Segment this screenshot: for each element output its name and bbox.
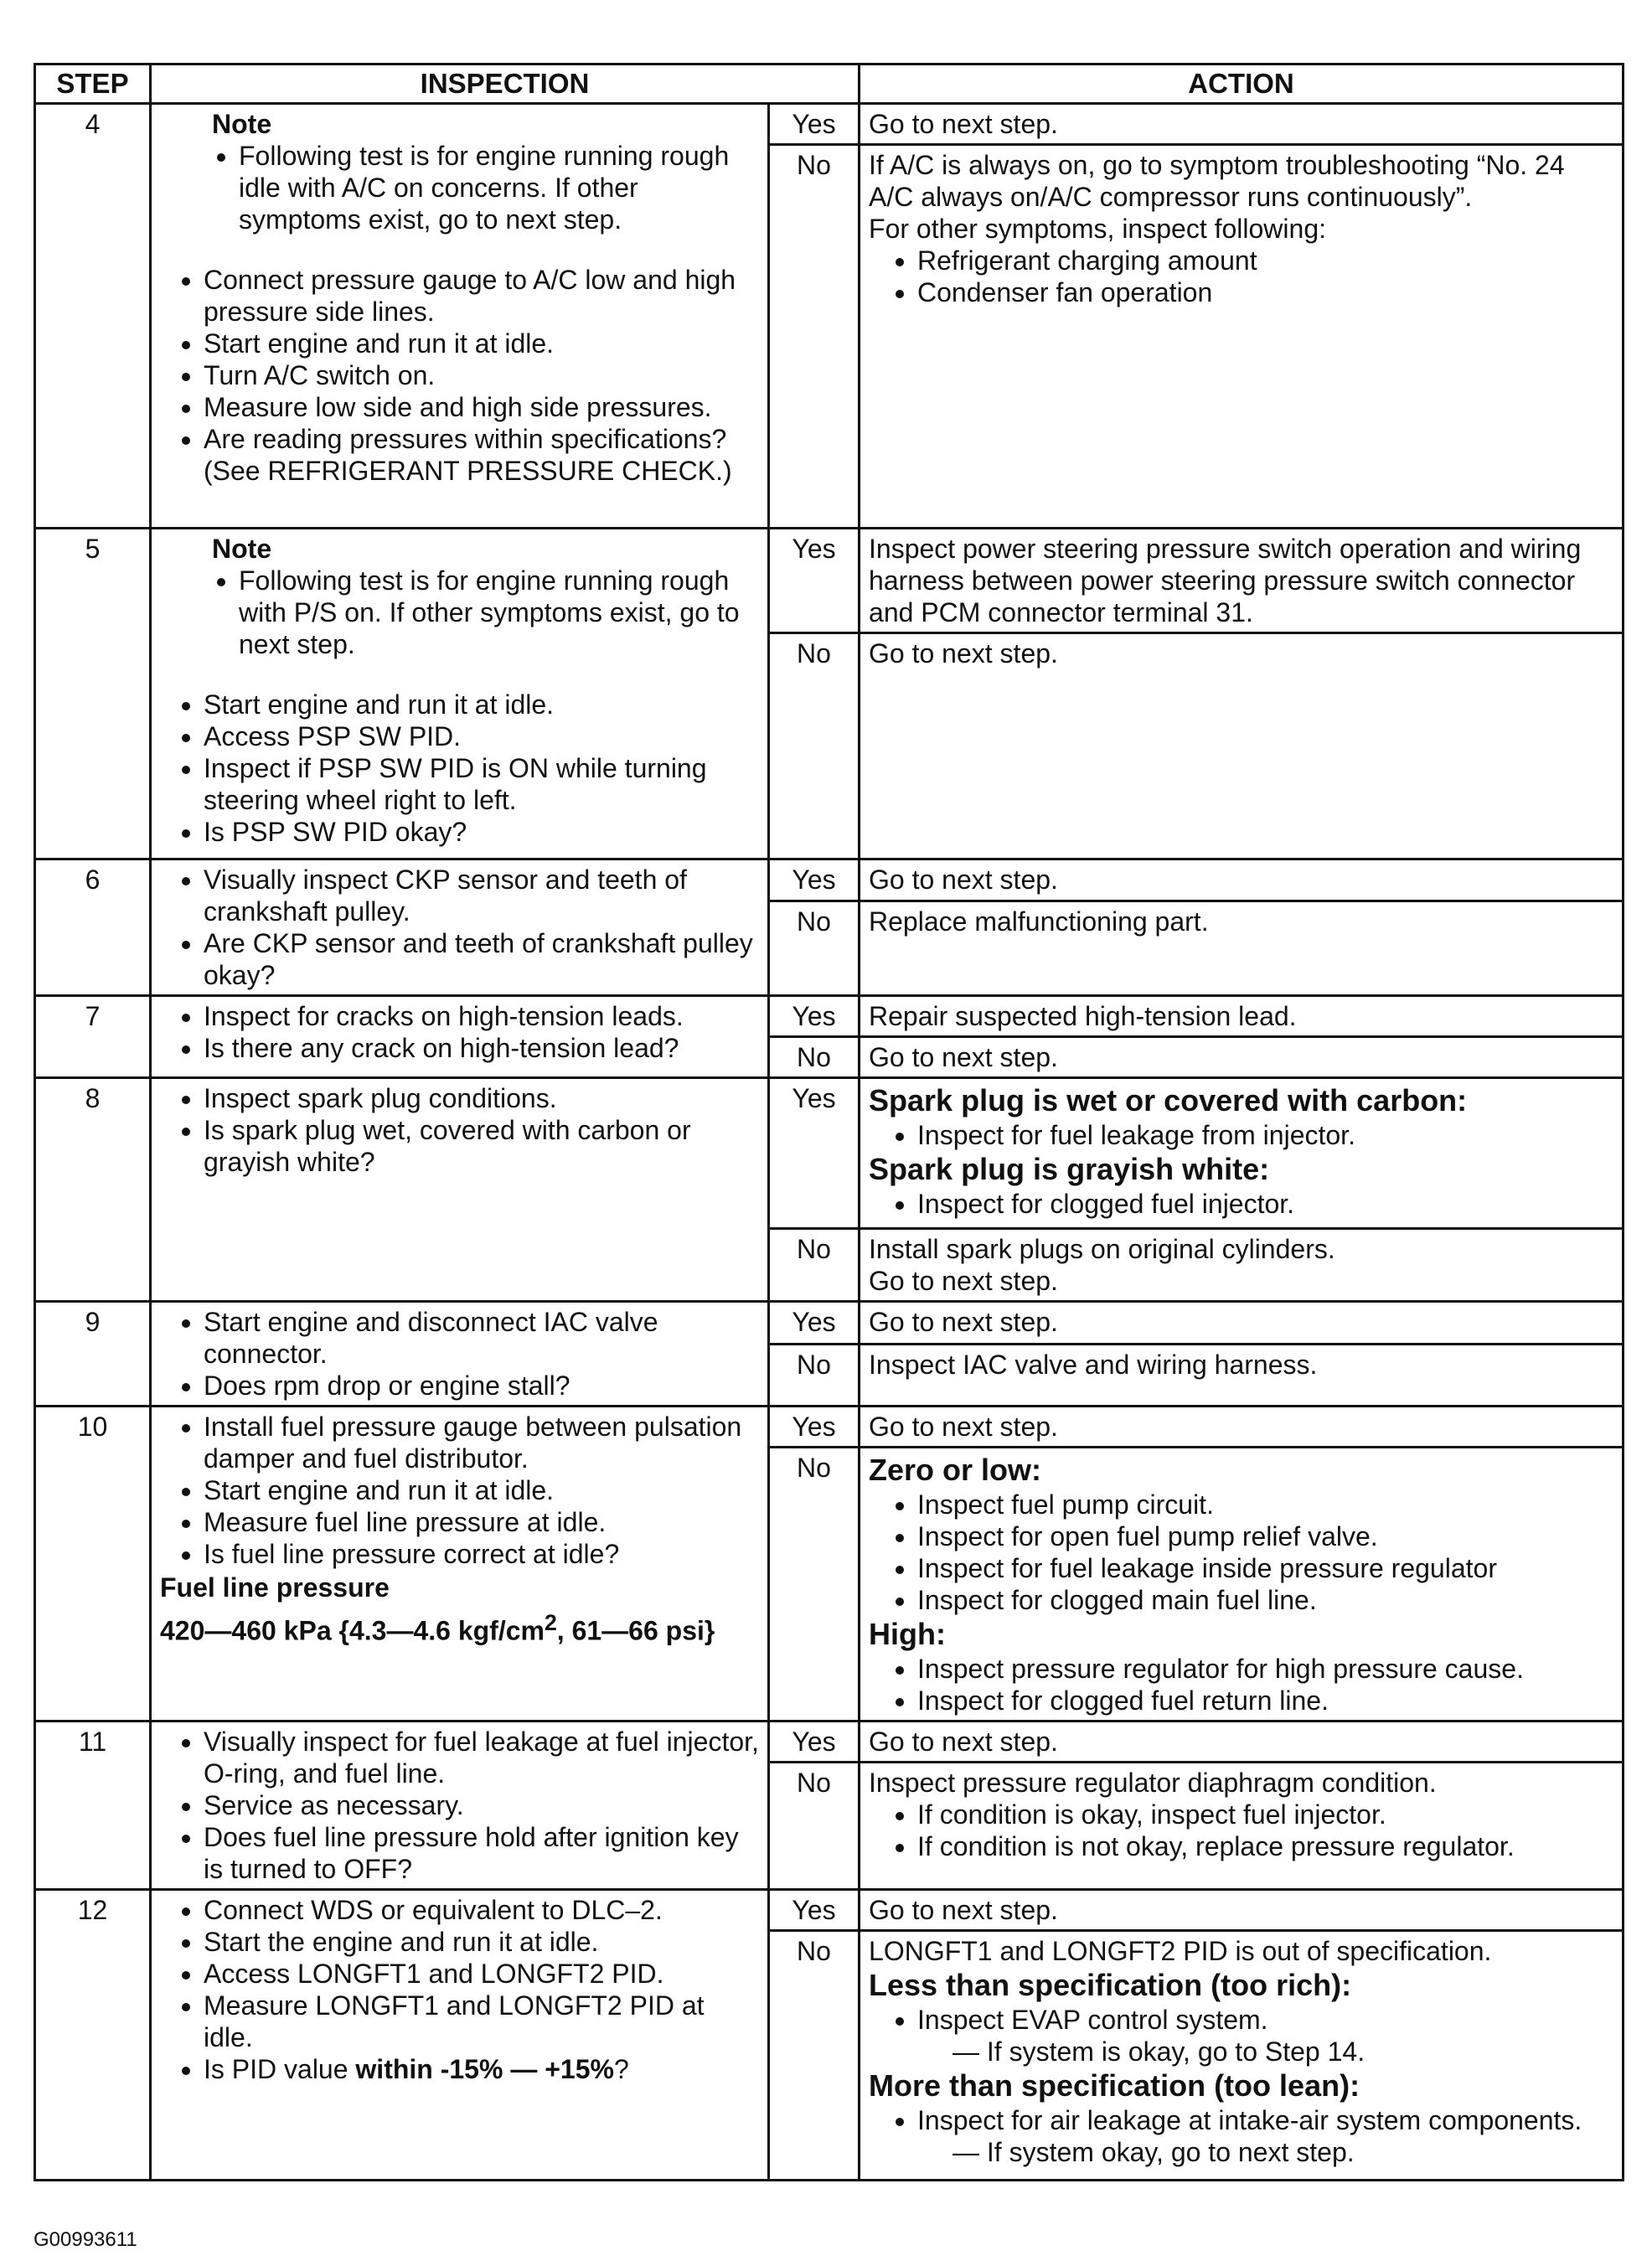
- note-title: Note: [212, 109, 272, 139]
- step-9-yes-row: [35, 1302, 1624, 1345]
- inspection-item: • Start engine and run it at idle.: [204, 328, 759, 359]
- step-8-yes-row: [35, 1078, 1624, 1229]
- no-action-text: Install spark plugs on original cylinders.: [869, 1234, 1335, 1264]
- condition-list: [869, 1653, 1613, 1716]
- inspection-item: • Visually inspect for fuel leakage at fuel injector, O-ring, and fuel line.: [204, 1726, 759, 1789]
- yes-action: Go to next step.: [860, 1407, 1624, 1448]
- condition-item: • Inspect for fuel leakage from injector.: [917, 1119, 1613, 1151]
- inspection-item: • Connect WDS or equivalent to DLC–2.: [204, 1894, 759, 1926]
- inspection-item: • Service as necessary.: [204, 1789, 759, 1821]
- condition-list: [869, 1489, 1613, 1616]
- step-inspection: [151, 1407, 769, 1722]
- no-action: Go to next step.: [860, 1037, 1624, 1078]
- inspection-item: • Start the engine and run it at idle.: [204, 1926, 759, 1958]
- inspection-list: [160, 1306, 759, 1402]
- inspection-list: [160, 264, 759, 487]
- condition-item: • Inspect EVAP control system.: [917, 2004, 1613, 2036]
- inspection-item: • Are reading pressures within specifications? (See REFRIGERANT PRESSURE CHECK.): [204, 423, 759, 487]
- step-inspection: [151, 996, 769, 1078]
- condition-item: • Inspect for fuel leakage inside pressure regulator: [917, 1552, 1613, 1584]
- no-action-item: • Refrigerant charging amount: [917, 245, 1613, 276]
- condition-item: • Inspect for clogged fuel injector.: [917, 1188, 1613, 1220]
- condition-list: [869, 1188, 1613, 1220]
- yes-action: Go to next step.: [860, 1722, 1624, 1763]
- step-inspection: [151, 529, 769, 859]
- step-inspection: [151, 104, 769, 529]
- inspection-item: • Start engine and run it at idle.: [204, 1474, 759, 1506]
- yes-action: Repair suspected high-tension lead.: [860, 996, 1624, 1037]
- inspection-item: [204, 2053, 759, 2085]
- yes-action: Go to next step.: [860, 1302, 1624, 1345]
- inspection-list: [160, 689, 759, 848]
- step-column-header: STEP: [35, 65, 151, 104]
- step-4-yes-row: [35, 104, 1624, 145]
- no-action-item: • If condition is not okay, replace pressure regulator.: [917, 1830, 1613, 1862]
- inspection-item: • Access PSP SW PID.: [204, 720, 759, 752]
- condition-subitem: — If system is okay, go to Step 14.: [952, 2036, 1365, 2067]
- note-list: [212, 140, 759, 235]
- no-action-text: Go to next step.: [869, 1266, 1058, 1296]
- inspection-item: • Turn A/C switch on.: [204, 359, 759, 391]
- condition-subitem: — If system okay, go to next step.: [952, 2137, 1355, 2167]
- step-number: 5: [35, 529, 151, 859]
- step-7-yes-row: [35, 996, 1624, 1037]
- inspection-item: • Inspect for cracks on high-tension leads.: [204, 1000, 759, 1032]
- condition-list: [869, 1119, 1613, 1151]
- yes-action: Go to next step.: [860, 859, 1624, 901]
- inspection-list: [160, 1000, 759, 1064]
- condition-list: [869, 2104, 1613, 2136]
- no-action: Replace malfunctioning part.: [860, 901, 1624, 995]
- condition-item: • Inspect for air leakage at intake-air system components.: [917, 2104, 1613, 2136]
- no-label: No: [769, 1763, 860, 1890]
- condition-heading: Spark plug is grayish white:: [869, 1152, 1270, 1186]
- note-item: • Following test is for engine running rough with P/S on. If other symptoms exist, go to next step.: [239, 565, 759, 660]
- no-action-text: Inspect pressure regulator diaphragm condition.: [869, 1768, 1437, 1799]
- inspection-item: • Does rpm drop or engine stall?: [204, 1370, 759, 1402]
- no-label: No: [769, 1037, 860, 1078]
- note-title: Note: [212, 534, 272, 564]
- yes-label: Yes: [769, 1078, 860, 1229]
- condition-heading: Spark plug is wet or covered with carbon:: [869, 1083, 1468, 1118]
- inspection-item: • Access LONGFT1 and LONGFT2 PID.: [204, 1958, 759, 1990]
- yes-label: Yes: [769, 996, 860, 1037]
- step-number: 9: [35, 1302, 151, 1407]
- inspection-item-emphasis: within -15% — +15%: [355, 2054, 614, 2084]
- inspection-item: • Are CKP sensor and teeth of crankshaft pulley okay?: [204, 927, 759, 991]
- spec-value-part: 420—460 kPa {4.3—4.6 kgf/cm: [160, 1615, 545, 1646]
- inspection-item: • Does fuel line pressure hold after ignition key is turned to OFF?: [204, 1821, 759, 1885]
- inspection-item-part: Is PID value: [204, 2054, 356, 2084]
- no-label: No: [769, 145, 860, 529]
- inspection-item: • Inspect spark plug conditions.: [204, 1082, 759, 1114]
- condition-heading: High:: [869, 1617, 946, 1651]
- no-action-item: • Condenser fan operation: [917, 276, 1613, 308]
- inspection-item-part: ?: [613, 2054, 629, 2084]
- condition-heading: Less than specification (too rich):: [869, 1968, 1352, 2002]
- inspection-item: • Is spark plug wet, covered with carbon or grayish white?: [204, 1114, 759, 1178]
- inspection-item: • Is PSP SW PID okay?: [204, 816, 759, 848]
- action-column-header: ACTION: [860, 65, 1624, 104]
- step-6-yes-row: [35, 859, 1624, 901]
- inspection-list: [160, 1894, 759, 2085]
- step-number: 8: [35, 1078, 151, 1302]
- spec-value-part: , 61—66 psi}: [556, 1615, 715, 1646]
- yes-label: Yes: [769, 1890, 860, 1931]
- no-action-text: LONGFT1 and LONGFT2 PID is out of specification.: [869, 1936, 1492, 1966]
- condition-item: • Inspect for clogged fuel return line.: [917, 1685, 1613, 1716]
- no-action: [860, 1448, 1624, 1722]
- no-action-list: [869, 245, 1613, 308]
- step-number: 4: [35, 104, 151, 529]
- yes-action: [860, 1078, 1624, 1229]
- inspection-item: • Visually inspect CKP sensor and teeth of crankshaft pulley.: [204, 864, 759, 927]
- inspection-list: [160, 1411, 759, 1570]
- inspection-item: • Connect pressure gauge to A/C low and high pressure side lines.: [204, 264, 759, 328]
- step-number: 7: [35, 996, 151, 1078]
- yes-action: Go to next step.: [860, 104, 1624, 145]
- yes-label: Yes: [769, 1722, 860, 1763]
- step-11-yes-row: [35, 1722, 1624, 1763]
- condition-item: • Inspect for clogged main fuel line.: [917, 1584, 1613, 1616]
- no-label: No: [769, 1931, 860, 2181]
- inspection-item: • Measure fuel line pressure at idle.: [204, 1506, 759, 1538]
- spec-superscript: 2: [544, 1610, 557, 1635]
- step-inspection: [151, 1722, 769, 1890]
- inspection-item: • Is there any crack on high-tension lead?: [204, 1032, 759, 1064]
- yes-label: Yes: [769, 1302, 860, 1345]
- no-label: No: [769, 1229, 860, 1302]
- condition-item: • Inspect for open fuel pump relief valve.: [917, 1520, 1613, 1552]
- step-inspection: [151, 1078, 769, 1302]
- condition-heading: More than specification (too lean):: [869, 2068, 1360, 2103]
- inspection-list: [160, 864, 759, 991]
- step-number: 10: [35, 1407, 151, 1722]
- yes-action: Inspect power steering pressure switch operation and wiring harness between power steering pressure switch connector and PCM connector terminal 31.: [860, 529, 1624, 633]
- no-action-list: [869, 1799, 1613, 1862]
- inspection-item: • Install fuel pressure gauge between pulsation damper and fuel distributor.: [204, 1411, 759, 1474]
- table-header-row: [35, 65, 1624, 104]
- condition-heading: Zero or low:: [869, 1453, 1042, 1487]
- note-list: [212, 565, 759, 660]
- no-label: No: [769, 1344, 860, 1406]
- diagnostic-procedure-sheet: [34, 63, 1622, 2181]
- condition-item: • Inspect fuel pump circuit.: [917, 1489, 1613, 1520]
- step-10-yes-row: [35, 1407, 1624, 1448]
- no-action: [860, 1229, 1624, 1302]
- step-5-yes-row: [35, 529, 1624, 633]
- condition-item: • Inspect pressure regulator for high pressure cause.: [917, 1653, 1613, 1685]
- yes-label: Yes: [769, 1407, 860, 1448]
- no-action: Inspect IAC valve and wiring harness.: [860, 1344, 1624, 1406]
- condition-list: [869, 2004, 1613, 2036]
- no-label: No: [769, 1448, 860, 1722]
- step-number: 6: [35, 859, 151, 996]
- inspection-item: • Start engine and run it at idle.: [204, 689, 759, 720]
- inspection-list: [160, 1082, 759, 1178]
- step-inspection: [151, 1302, 769, 1407]
- no-action-text: For other symptoms, inspect following:: [869, 214, 1326, 244]
- diagnostic-table: [34, 63, 1624, 2181]
- step-number: 11: [35, 1722, 151, 1890]
- inspection-item: • Measure low side and high side pressures.: [204, 391, 759, 423]
- inspection-item: • Inspect if PSP SW PID is ON while turning steering wheel right to left.: [204, 752, 759, 816]
- spec-label: Fuel line pressure: [160, 1572, 390, 1603]
- yes-label: Yes: [769, 104, 860, 145]
- no-action-text: If A/C is always on, go to symptom troubleshooting “No. 24 A/C always on/A/C compressor runs continuously”.: [869, 150, 1565, 212]
- step-inspection: [151, 1890, 769, 2181]
- note-item: • Following test is for engine running rough idle with A/C on concerns. If other symptoms exist, go to next step.: [239, 140, 759, 235]
- no-action: [860, 145, 1624, 529]
- yes-action: Go to next step.: [860, 1890, 1624, 1931]
- no-label: No: [769, 633, 860, 859]
- no-action: [860, 1763, 1624, 1890]
- spec-value: [160, 1607, 759, 1647]
- inspection-item: • Start engine and disconnect IAC valve connector.: [204, 1306, 759, 1370]
- inspection-column-header: INSPECTION: [151, 65, 860, 104]
- inspection-item: • Is fuel line pressure correct at idle?: [204, 1538, 759, 1570]
- inspection-item: • Measure LONGFT1 and LONGFT2 PID at idle.: [204, 1990, 759, 2053]
- step-number: 12: [35, 1890, 151, 2181]
- no-action-item: • If condition is okay, inspect fuel injector.: [917, 1799, 1613, 1830]
- yes-label: Yes: [769, 859, 860, 901]
- inspection-list: [160, 1726, 759, 1885]
- step-inspection: [151, 859, 769, 996]
- yes-label: Yes: [769, 529, 860, 633]
- figure-id: G00993611: [34, 2228, 137, 2251]
- no-action: [860, 1931, 1624, 2181]
- no-action: Go to next step.: [860, 633, 1624, 859]
- no-label: No: [769, 901, 860, 995]
- step-12-yes-row: [35, 1890, 1624, 1931]
